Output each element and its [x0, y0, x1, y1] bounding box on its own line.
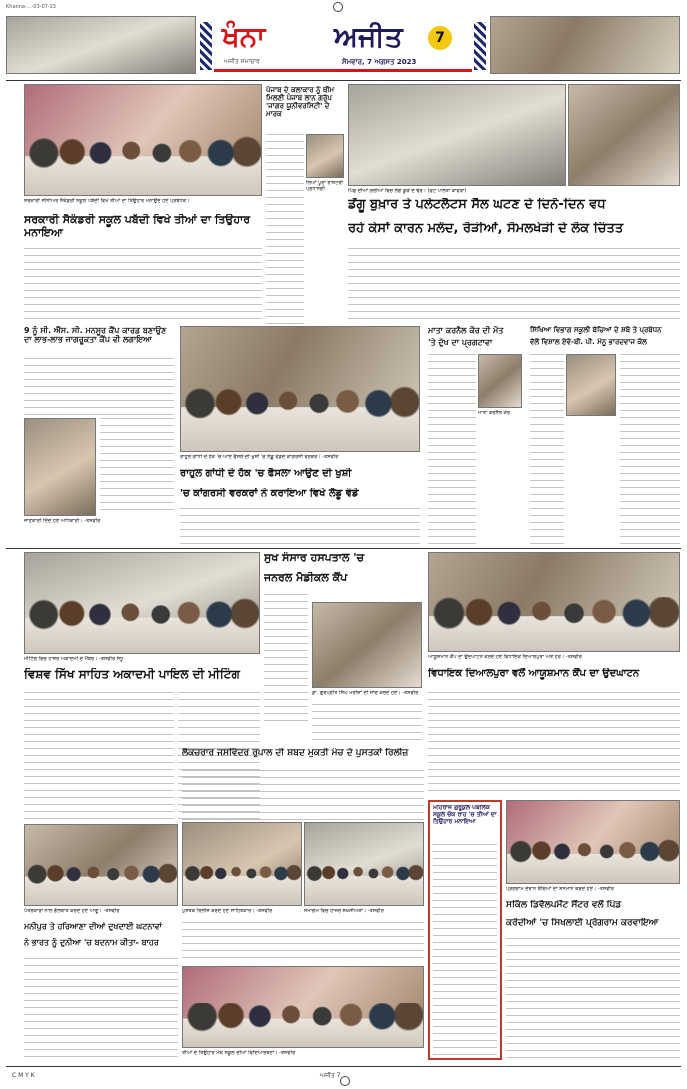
skill-centre-headline-line1: ਸਕਿੱਲ ਡਿਵੈਲਪਮੈਂਟ ਸੈਂਟਰ ਵਲੋਂ ਪਿੰਡ — [506, 900, 622, 910]
youth-group-caption: ਲਿਆਂ ਪੂਰਾ ਰਾਸ਼ਟਰੀ ਪ੍ਰਧਾਨਗੀ — [306, 180, 344, 192]
book-release-headline: ਲੈਕਚਰਾਰ ਜਸਵਿੰਦਰ ਰੁਪਾਲ ਦੀ ਸ਼ਬਦ ਮੁਕਤੀ ਮੰਚ ਦੇ ਪੁਸਤਕਾਂ ਰਿਲੀਜ਼ — [182, 748, 409, 758]
youth-group-portrait — [306, 134, 344, 178]
footer-divider — [6, 1066, 681, 1067]
masthead-ornament-left — [200, 22, 212, 70]
dengue-garbage-photo — [348, 84, 566, 186]
awareness-camp-body — [24, 358, 174, 416]
boxed-school-body — [433, 844, 497, 1056]
condolence-body — [428, 354, 476, 544]
footer-folio: ਅਜੀਤ 7 — [320, 1072, 341, 1079]
condolence-caption: ਮਾਤਾ ਕਰਨੈਲ ਕੌਰ — [478, 410, 511, 416]
rahul-gandhi-headline-line2: 'ਚ ਕਾਂਗਰਸੀ ਵਰਕਰਾਂ ਨੇ ਕਰਾਇਆ ਵਿਖੇ ਲੱਡੂ ਵੰਡੇ — [180, 488, 359, 499]
masthead-subtitle: ਅਜੀਤ ਸਮਾਚਾਰ — [224, 58, 260, 65]
manipur-caption: ਪੱਤਰਕਾਰਾਂ ਨਾਲ ਗੱਲਬਾਤ ਕਰਦੇ ਹੋਏ ਆਗੂ। -ਤਸਵੀਰ — [24, 908, 120, 914]
ayushman-camp-headline: ਵਿਧਾਇਕ ਦਿਆਲਪੁਰਾ ਵਲੋਂ ਆਯੂਸ਼ਮਾਨ ਕੈਂਪ ਦਾ ਉਦਘਾਟਨ — [428, 668, 640, 679]
academy-meeting-body — [24, 692, 174, 820]
bottom-group-caption: ਤੀਆਂ ਦੇ ਤਿਉਹਾਰ ਮੌਕੇ ਸਕੂਲ ਦੀਆਂ ਵਿਦਿਆਰਥਣਾਂ। -ਤਸਵੀਰ — [182, 1050, 296, 1056]
masthead-photo-right — [490, 16, 680, 74]
rahul-gandhi-headline-line1: ਰਾਹੁਲ ਗਾਂਧੀ ਦੇ ਹੱਕ 'ਚ ਫੈਸਲਾ ਆਉਣ ਦੀ ਖੁਸ਼ੀ — [180, 468, 352, 479]
medical-camp-body — [264, 594, 308, 722]
education-body-right — [620, 354, 680, 544]
dengue-headline-line2: ਰਹੇ ਕੇਸਾਂ ਕਾਰਨ ਮਲੌਦ, ਰੋੜੀਆਂ, ਸੋਮਲਖੇੜੀ ਦੇ ਲੋਕ ਚਿੰਤਤ — [348, 222, 624, 236]
education-headline-line2: ਵੱਲੋਂ ਵਿਸ਼ਾਲ ਏਵੋ-ਬੀ. ਪੀ. ਮੰਨੂ ਭਾਰਦਵਾਜ ਕੋਲ — [530, 338, 647, 346]
manipur-photo — [24, 824, 178, 906]
manipur-headline-line1: ਮਨੀਪੁਰ ਤੇ ਹਰਿਆਣਾ ਦੀਆਂ ਦੁਖਦਾਈ ਘਟਨਾਵਾਂ — [24, 922, 162, 931]
masthead-ornament-right — [474, 22, 486, 70]
medical-camp-headline-line1: ਸੁਖ ਸੰਸਾਰ ਹਸਪਤਾਲ 'ਚ — [264, 552, 364, 564]
dengue-body — [348, 248, 680, 324]
masthead-title-left: ਖੰਨਾ — [222, 20, 266, 53]
ayushman-camp-photo — [428, 552, 680, 652]
condolence-headline-line1: ਮਾਤਾ ਕਰਨੈਲ ਕੌਰ ਦੀ ਮੌਤ — [428, 326, 504, 335]
teej-festival-photo — [24, 84, 262, 196]
awareness-camp-photo — [24, 418, 96, 516]
medical-camp-headline-line2: ਜਨਰਲ ਮੈਡੀਕਲ ਕੈਂਪ — [264, 572, 348, 584]
masthead-title-right: ਅਜੀਤ — [334, 20, 403, 53]
masthead-divider — [6, 80, 681, 81]
manipur-body — [24, 958, 178, 1062]
masthead-date: ਸੋਮਵਾਰ, 7 ਅਗਸਤ 2023 — [342, 58, 417, 66]
print-slug: Khanna-...-03-07-23 — [6, 4, 56, 10]
dengue-patient-photo — [568, 84, 680, 186]
awareness-camp-body-2 — [100, 418, 174, 516]
footer-cmyk: C M Y K — [12, 1072, 35, 1079]
section-divider-1 — [6, 548, 681, 549]
condolence-portrait — [478, 354, 522, 408]
awareness-camp-caption: ਜਾਣਕਾਰੀ ਦਿੰਦੇ ਹੋਏ ਅਧਿਕਾਰੀ। -ਤਸਵੀਰ — [24, 518, 101, 524]
dengue-headline-line1: ਡੇਂਗੂ ਬੁਖ਼ਾਰ ਤੇ ਪਲੇਟਲੈਟਸ ਸੈੱਲ ਘਟਣ ਦੇ ਦਿਨੋ-ਦਿਨ ਵਧ — [348, 198, 606, 212]
rahul-gandhi-body — [180, 508, 420, 548]
medical-camp-caption: ਡਾ. ਗੁਰਪ੍ਰੀਤ ਸਿੰਘ ਮਰੀਜ਼ਾਂ ਦੀ ਜਾਂਚ ਕਰਦੇ ਹੋਏ। -ਤਸਵੀਰ — [312, 690, 419, 696]
page-number-badge: 7 — [428, 26, 452, 50]
manipur-headline-line2: ਨੇ ਭਾਰਤ ਨੂੰ ਦੁਨੀਆ 'ਚ ਬਦਨਾਮ ਕੀਤਾ- ਬਾਹਰ — [24, 938, 159, 947]
medical-camp-photo — [312, 602, 422, 688]
book-release-photo-left — [182, 822, 302, 906]
academy-meeting-headline: ਵਿਸ਼ਵ ਸਿੱਖ ਸਾਹਿਤ ਅਕਾਦਮੀ ਪਾਇਲ ਦੀ ਮੀਟਿੰਗ — [24, 668, 240, 681]
youth-group-body — [266, 134, 304, 324]
teej-festival-body — [24, 248, 262, 320]
ayushman-camp-body — [428, 692, 680, 796]
education-body-left — [530, 354, 564, 544]
book-release-body-2 — [182, 922, 424, 962]
skill-centre-body — [506, 938, 680, 1062]
bottom-group-photo — [182, 966, 424, 1048]
academy-meeting-photo — [24, 552, 260, 654]
education-headline-line1: ਸਿੱਖਿਆ ਵਿਭਾਗ ਸਕੂਲੀ ਬੱਚਿਆਂ ਦੇ ਸ਼ਬੋ ਤੇ ਪ੍ਰਬੰਧਨ — [530, 326, 662, 334]
rahul-gandhi-caption: ਰਾਹੁਲ ਗਾਂਧੀ ਦੇ ਹੱਕ 'ਚ ਆਏ ਫੈਸਲੇ ਦੀ ਖੁਸ਼ੀ 'ਚ ਲੱਡੂ ਵੰਡਦੇ ਕਾਂਗਰਸੀ ਵਰਕਰ। -ਤਸਵੀਰ — [180, 454, 339, 460]
book-release-caption-right: ਸਮਾਗਮ ਵਿਚ ਹਾਜ਼ਰ ਸ਼ਖ਼ਸੀਅਤਾਂ। -ਤਸਵੀਰ — [304, 908, 384, 914]
condolence-headline-line2: 'ਤੇ ਦੁੱਖ ਦਾ ਪ੍ਰਗਟਾਵਾ — [428, 338, 493, 347]
medical-camp-body-2 — [312, 704, 422, 744]
rahul-gandhi-photo — [180, 326, 420, 452]
registration-mark-icon — [333, 2, 343, 12]
book-release-photo-right — [304, 822, 424, 906]
education-portrait — [566, 354, 616, 416]
registration-mark-bottom-icon — [340, 1076, 350, 1086]
book-release-body — [182, 770, 424, 820]
teej-festival-headline: ਸਰਕਾਰੀ ਸੈਕੰਡਰੀ ਸਕੂਲ ਪਬੱਦੀ ਵਿਖੇ ਤੀਆਂ ਦਾ ਤਿਉਹਾਰ ਮਨਾਇਆ — [24, 214, 251, 239]
dengue-photo-caption: ਪਿੰਡ ਦੀਆਂ ਗਲੀਆਂ ਵਿਚ ਲੱਗੇ ਕੂੜੇ ਦੇ ਢੇਰ। (ਫੋਟੋ ਪਾਲਤਾ ਕਾਵੜਾ) — [348, 188, 467, 194]
skill-centre-caption: ਪ੍ਰੋਗਰਾਮ ਦੌਰਾਨ ਬੱਚਿਆਂ ਦਾ ਸਨਮਾਨ ਕਰਦੇ ਹੋਏ। -ਤਸਵੀਰ — [506, 886, 614, 892]
boxed-school-story — [428, 800, 502, 1060]
book-release-caption-left: ਪੁਸਤਕ ਰਿਲੀਜ਼ ਕਰਦੇ ਹੋਏ ਸਾਹਿਤਕਾਰ। -ਤਸਵੀਰ — [182, 908, 273, 914]
boxed-school-headline: ਮਹਿਰਾਜ ਗੁਰੂਕੁਲ ਪਬਲਿਕ ਸਕੂਲ ਚੱਕ ਰਾਹ 'ਚ ਤੀਆਂ ਦਾ ਤਿਉਹਾਰ ਮਨਾਇਆ — [433, 805, 497, 825]
skill-centre-headline-line2: ਕਰੌਦੀਆਂ 'ਚ ਸਿਖਲਾਈ ਪ੍ਰੋਗਰਾਮ ਕਰਵਾਇਆ — [506, 918, 659, 928]
masthead-photo-left — [6, 16, 196, 74]
skill-centre-photo — [506, 800, 680, 884]
academy-meeting-caption: ਮੀਟਿੰਗ ਵਿਚ ਹਾਜ਼ਰ ਅਕਾਦਮੀ ਦੇ ਮੈਂਬਰ। -ਤਸਵੀਰ ਸੰਧੂ — [24, 656, 124, 662]
youth-group-headline: ਪੰਜਾਬ ਦੇ ਕਲਾਕਾਰ ਨੂੰ ਥੀਮ ਮਿਲਣੀ ਪੰਜਾਬ ਲਾਨ ਗਰੁੱਪ 'ਜਾਗਰ ਯੂਨੀਵਰਸਿਟੀ' ਦੇ ਮਾਰਕ — [266, 86, 335, 119]
teej-festival-caption: ਸਰਕਾਰੀ ਸੀਨੀਅਰ ਸੈਕੰਡਰੀ ਸਕੂਲ ਪਬੱਦੀ ਵਿਖੇ ਤੀਆਂ ਦਾ ਤਿਉਹਾਰ ਮਨਾਉਂਦੇ ਹੋਏ ਪ੍ਰਬੰਧਕ। — [24, 198, 190, 204]
masthead — [214, 18, 472, 72]
ayushman-camp-caption: ਆਯੂਸ਼ਮਾਨ ਕੈਂਪ ਦਾ ਉਦਘਾਟਨ ਕਰਦੇ ਹੋਏ ਵਿਧਾਇਕ ਦਿਆਲਪੁਰਾ ਅਤੇ ਹੋਰ। -ਤਸਵੀਰ — [428, 654, 582, 660]
awareness-camp-headline: 9 ਨੂੰ ਸੀ. ਐੱਸ. ਸੀ. ਮਨਸੂਰ ਕੈਂਪ ਕਾਰਡ ਬਣਾਉਣ ਦਾ ਲਾਭ-ਲਾਭ ਜਾਗਰੂਕਤਾ ਕੈਂਪ ਵੀ ਲਗਾਇਆ — [24, 326, 167, 345]
